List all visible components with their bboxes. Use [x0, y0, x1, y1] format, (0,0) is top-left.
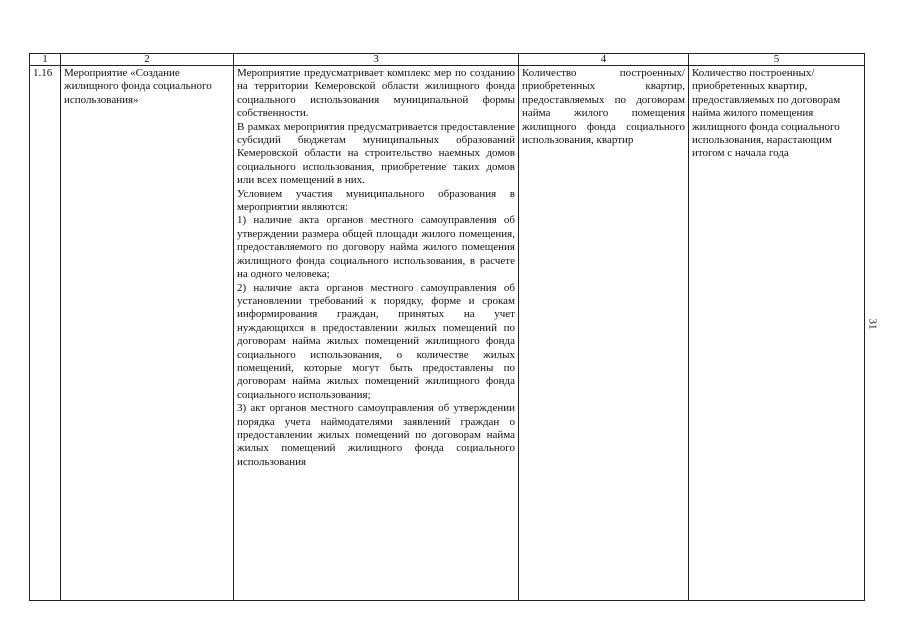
- column-header-2: 2: [61, 54, 234, 66]
- calculation-method: Количество построенных/ приобретенных квартир, предоставляемых по договорам найма жилого помещения жилищного фонда социального использования, нарастающим итогом с начала года: [689, 66, 865, 601]
- description-paragraph: Мероприятие предусматривает комплекс мер по созданию на территории Кемеровской области жилищного фонда социального использования муниципальной формы собственности.: [237, 67, 515, 120]
- description-paragraph: 3) акт органов местного самоуправления об утверждении порядка учета наймодателями заявлений граждан о предоставлении жилых помещений по договорам найма жилых помещений жилищного фонда социального использования: [237, 402, 515, 468]
- table-row: [30, 66, 865, 601]
- column-header-4: 4: [519, 54, 689, 66]
- description-paragraph: Условием участия муниципального образования в мероприятии являются:: [237, 187, 515, 214]
- measure-description: [234, 66, 519, 601]
- target-indicator: Количество построенных/ приобретенных квартир, предоставляемых по договорам найма жилого помещения жилищного фонда социального использования, квартир: [519, 66, 689, 601]
- column-header-5: 5: [689, 54, 865, 66]
- measure-name: Мероприятие «Создание жилищного фонда социального использования»: [61, 66, 234, 601]
- description-paragraph: 2) наличие акта органов местного самоуправления об установлении требований к порядку, форме и срокам информирования граждан, принятых на учет нуждающихся в предоставлении жилых помещений по договорам найма жилых помещений жилищного фонда социального использования, о количестве жилых помещений, которые могут быть предоставлены по договорам найма жилых помещений жилищного фонда социального использования;: [237, 281, 515, 401]
- page-number: 31: [866, 318, 879, 330]
- description-paragraph: В рамках мероприятия предусматривается предоставление субсидий бюджетам муниципальных образований Кемеровской области на строительство наемных домов социального использования, приобретение таких домов или всех помещений в них.: [237, 120, 515, 187]
- program-table: [29, 53, 865, 601]
- row-number: 1.16: [30, 66, 61, 601]
- column-header-3: 3: [234, 54, 519, 66]
- column-header-1: 1: [30, 54, 61, 66]
- description-paragraph: 1) наличие акта органов местного самоуправления об утверждении размера общей площади жилого помещения, предоставляемого по договору найма жилого помещения жилищного фонда социального использования, в расчете на одного человека;: [237, 214, 515, 281]
- header-row: [30, 54, 865, 66]
